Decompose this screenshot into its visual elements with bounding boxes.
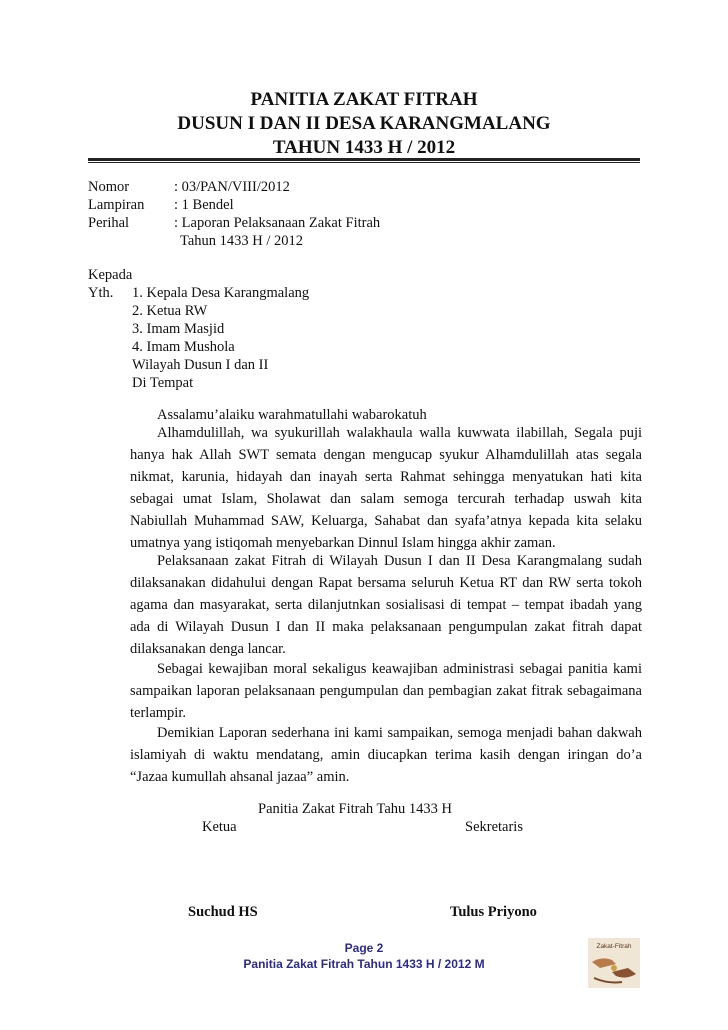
sekretaris-label: Sekretaris bbox=[465, 819, 523, 835]
perihal-label: Perihal bbox=[88, 215, 130, 231]
committee-name: Panitia Zakat Fitrah Tahu 1433 H bbox=[258, 801, 453, 817]
body-paragraph-4: Demikian Laporan sederhana ini kami sampaikan, semoga menjadi bahan dakwah islamiyah di waktu mendatang, amin diucapkan terima kasih dengan iringan do’a “Jazaa kumullah ahsanal jazaa” amin. bbox=[130, 725, 642, 785]
body-paragraph-3: Sebagai kewajiban moral sekaligus keawajiban administrasi sebagai panitia kami sampaikan laporan pelaksanaan pengumpulan dan pembagian zakat fitrak sebagaimana terlampir. bbox=[130, 661, 642, 721]
ketua-label: Ketua bbox=[202, 819, 237, 835]
kepada-label: Kepada bbox=[88, 267, 133, 283]
recipient-item: 4. Imam Mushola bbox=[132, 339, 235, 355]
perihal-value-2: Tahun 1433 H / 2012 bbox=[180, 233, 304, 249]
sekretaris-name: Tulus Priyono bbox=[450, 904, 537, 920]
nomor-label: Nomor bbox=[88, 179, 130, 195]
footer-title: Panitia Zakat Fitrah Tahun 1433 H / 2012 M bbox=[243, 957, 485, 971]
page-number: Page 2 bbox=[344, 941, 384, 955]
perihal-value: : Laporan Pelaksanaan Zakat Fitrah bbox=[174, 215, 381, 231]
recipient-item: Di Tempat bbox=[132, 375, 194, 391]
header-rule-thick bbox=[88, 158, 640, 161]
header-line-2: DUSUN I DAN II DESA KARANGMALANG bbox=[177, 113, 551, 134]
yth-label: Yth. bbox=[88, 285, 114, 301]
logo-text: Zakat-Fitrah bbox=[596, 943, 632, 950]
header-line-3: TAHUN 1433 H / 2012 bbox=[272, 137, 456, 158]
giving-hands-icon bbox=[588, 938, 640, 988]
zakat-fitrah-logo bbox=[588, 938, 640, 988]
greeting: Assalamu’alaiku warahmatullahi wabarokatuh bbox=[157, 407, 427, 423]
nomor-value: : 03/PAN/VIII/2012 bbox=[174, 179, 290, 195]
recipient-item: 3. Imam Masjid bbox=[132, 321, 225, 337]
body-paragraph-2: Pelaksanaan zakat Fitrah di Wilayah Dusun I dan II Desa Karangmalang sudah dilaksanakan didahului dengan Rapat bersama seluruh Ketua RT dan RW serta tokoh agama dan masyarakat, serta dilanjutnkan sosialisasi di tempat – tempat ibadah yang ada di Wilayah Dusun I dan II maka pelaksanaan pengumpulan zakat fitrah dapat dilaksanakan denga lancar. bbox=[130, 553, 642, 657]
header-line-1: PANITIA ZAKAT FITRAH bbox=[250, 89, 478, 110]
lampiran-value: : 1 Bendel bbox=[174, 197, 234, 213]
lampiran-label: Lampiran bbox=[88, 197, 145, 213]
body-paragraph-1: Alhamdulillah, wa syukurillah walakhaula walla kuwwata ilabillah, Segala puji hanya hak Allah SWT semata dengan mengucap syukur Alhamdulillah atas segala nikmat, karunia, hidayah dan inayah serta Rahmat sehingga menyatukan hati kita sebagai umat Islam, Sholawat dan salam semoga tercurah terhadap uswah kita Nabiullah Muhammad SAW, Keluarga, Sahabat dan syafa’atnya kepada kita selaku umatnya yang istiqomah menyebarkan Dinnul Islam hingga akhir zaman. bbox=[130, 425, 642, 551]
header-rule-thin bbox=[88, 162, 640, 163]
recipient-item: Wilayah Dusun I dan II bbox=[132, 357, 269, 373]
ketua-name: Suchud HS bbox=[188, 904, 258, 920]
recipient-item: 1. Kepala Desa Karangmalang bbox=[132, 285, 310, 301]
recipient-item: 2. Ketua RW bbox=[132, 303, 208, 319]
